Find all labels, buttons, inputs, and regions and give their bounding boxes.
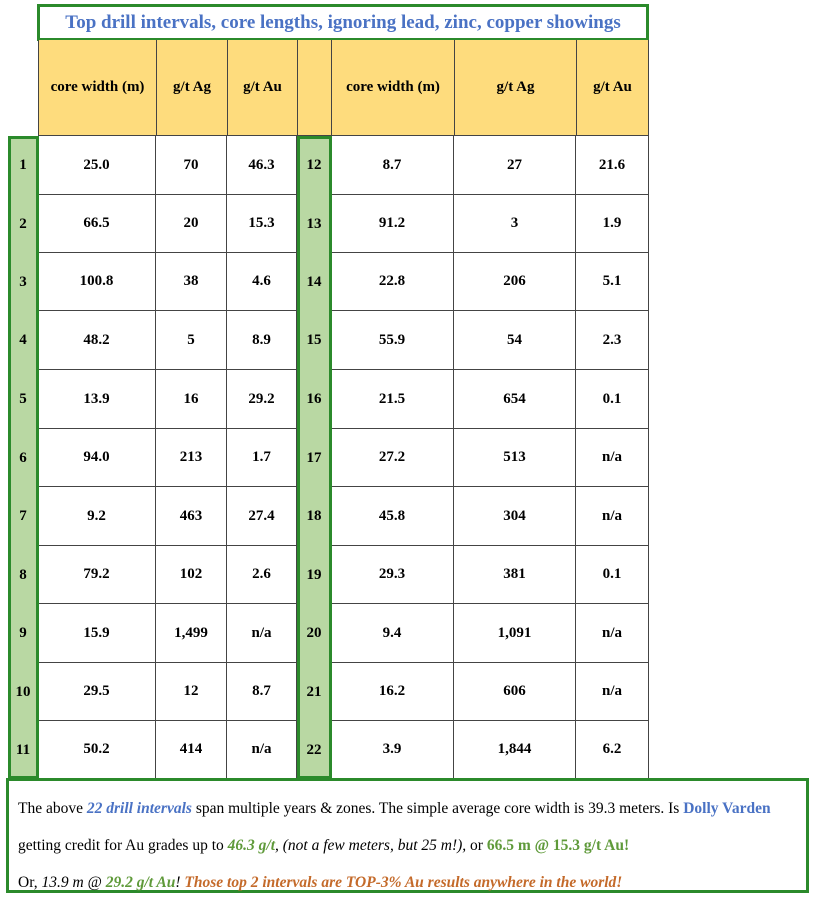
footer-highlight-intervals: 22 drill intervals (86, 800, 192, 817)
au-cell: 29.2 (227, 370, 297, 429)
header-ag-right: g/t Ag (454, 40, 576, 136)
ag-cell: 213 (156, 429, 227, 487)
au-cell: n/a (227, 604, 297, 663)
core-width-cell: 25.0 (38, 136, 156, 195)
row-number: 3 (8, 253, 38, 311)
row-number: 20 (297, 604, 331, 663)
ag-cell: 381 (454, 546, 576, 604)
core-width-cell: 55.9 (331, 311, 454, 370)
footer-text: The above (18, 800, 87, 817)
core-width-cell: 50.2 (38, 721, 156, 779)
core-width-cell: 48.2 (38, 311, 156, 370)
row-number: 10 (8, 663, 38, 721)
ag-cell: 38 (156, 253, 227, 311)
ag-cell: 102 (156, 546, 227, 604)
footer-note (6, 778, 809, 893)
footer-company-name: Dolly Varden (683, 800, 771, 817)
row-number: 13 (297, 195, 331, 253)
au-cell: n/a (576, 663, 649, 721)
au-cell: 8.7 (227, 663, 297, 721)
au-cell: n/a (576, 604, 649, 663)
left-number-column-border (8, 136, 39, 779)
table-title: Top drill intervals, core lengths, ignoring lead, zinc, copper showings (37, 4, 649, 41)
row-number: 22 (297, 721, 331, 779)
row-number: 19 (297, 546, 331, 604)
au-cell: 21.6 (576, 136, 649, 195)
row-number: 9 (8, 604, 38, 663)
row-number: 17 (297, 429, 331, 487)
ag-cell: 654 (454, 370, 576, 429)
ag-cell: 27 (454, 136, 576, 195)
ag-cell: 304 (454, 487, 576, 546)
core-width-cell: 9.2 (38, 487, 156, 546)
ag-cell: 70 (156, 136, 227, 195)
footer-text: , (not a few meters, but 25 m!), (275, 837, 467, 854)
row-number: 16 (297, 370, 331, 429)
au-cell: n/a (576, 429, 649, 487)
core-width-cell: 3.9 (331, 721, 454, 779)
core-width-cell: 79.2 (38, 546, 156, 604)
au-cell: 2.6 (227, 546, 297, 604)
row-number: 21 (297, 663, 331, 721)
core-width-cell: 13.9 (38, 370, 156, 429)
ag-cell: 20 (156, 195, 227, 253)
footer-text: ! (175, 874, 185, 891)
row-number: 5 (8, 370, 38, 429)
ag-cell: 3 (454, 195, 576, 253)
ag-cell: 12 (156, 663, 227, 721)
au-cell: 6.2 (576, 721, 649, 779)
ag-cell: 5 (156, 311, 227, 370)
header-core-width-left: core width (m) (38, 40, 156, 136)
ag-cell: 1,091 (454, 604, 576, 663)
footer-text: @ (83, 874, 106, 891)
row-number: 7 (8, 487, 38, 546)
au-cell: 0.1 (576, 370, 649, 429)
core-width-cell: 66.5 (38, 195, 156, 253)
footer-highlight-interval: 66.5 m @ 15.3 g/t Au! (486, 837, 630, 854)
row-number: 8 (8, 546, 38, 604)
core-width-cell: 16.2 (331, 663, 454, 721)
row-number: 4 (8, 311, 38, 370)
row-number: 1 (8, 136, 38, 195)
core-width-cell: 9.4 (331, 604, 454, 663)
ag-cell: 1,844 (454, 721, 576, 779)
core-width-cell: 29.5 (38, 663, 156, 721)
row-number: 12 (297, 136, 331, 195)
ag-cell: 414 (156, 721, 227, 779)
au-cell: 1.7 (227, 429, 297, 487)
ag-cell: 206 (454, 253, 576, 311)
footer-highlight-grade: 29.2 g/t Au (105, 874, 176, 891)
core-width-cell: 91.2 (331, 195, 454, 253)
ag-cell: 606 (454, 663, 576, 721)
row-number: 18 (297, 487, 331, 546)
au-cell: 46.3 (227, 136, 297, 195)
core-width-cell: 15.9 (38, 604, 156, 663)
row-number: 11 (8, 721, 38, 779)
row-number: 15 (297, 311, 331, 370)
header-au-right: g/t Au (576, 40, 649, 136)
row-number: 2 (8, 195, 38, 253)
ag-cell: 16 (156, 370, 227, 429)
footer-text: Or, (18, 874, 42, 891)
footer-text: getting credit for Au grades up to (18, 837, 228, 854)
header-ag-left: g/t Ag (156, 40, 227, 136)
row-number: 6 (8, 429, 38, 487)
au-cell: 2.3 (576, 311, 649, 370)
ag-cell: 54 (454, 311, 576, 370)
au-cell: 5.1 (576, 253, 649, 311)
footer-highlight-grade: 46.3 g/t (227, 837, 276, 854)
core-width-cell: 21.5 (331, 370, 454, 429)
ag-cell: 1,499 (156, 604, 227, 663)
core-width-cell: 22.8 (331, 253, 454, 311)
au-cell: n/a (227, 721, 297, 779)
core-width-cell: 45.8 (331, 487, 454, 546)
core-width-cell: 27.2 (331, 429, 454, 487)
au-cell: 15.3 (227, 195, 297, 253)
au-cell: n/a (576, 487, 649, 546)
header-au-left: g/t Au (227, 40, 297, 136)
core-width-cell: 8.7 (331, 136, 454, 195)
ag-cell: 513 (454, 429, 576, 487)
au-cell: 4.6 (227, 253, 297, 311)
au-cell: 27.4 (227, 487, 297, 546)
footer-text: or (466, 837, 487, 854)
footer-highlight-claim: Those top 2 intervals are TOP-3% Au results anywhere in the world! (184, 874, 623, 891)
footer-text: 13.9 m (41, 874, 84, 891)
ag-cell: 463 (156, 487, 227, 546)
core-width-cell: 100.8 (38, 253, 156, 311)
core-width-cell: 94.0 (38, 429, 156, 487)
au-cell: 0.1 (576, 546, 649, 604)
au-cell: 1.9 (576, 195, 649, 253)
footer-text: span multiple years & zones. The simple average core width is 39.3 meters. Is (191, 800, 684, 817)
middle-number-column-border (297, 136, 332, 779)
header-spacer (297, 40, 331, 136)
au-cell: 8.9 (227, 311, 297, 370)
row-number: 14 (297, 253, 331, 311)
header-core-width-right: core width (m) (331, 40, 454, 136)
core-width-cell: 29.3 (331, 546, 454, 604)
